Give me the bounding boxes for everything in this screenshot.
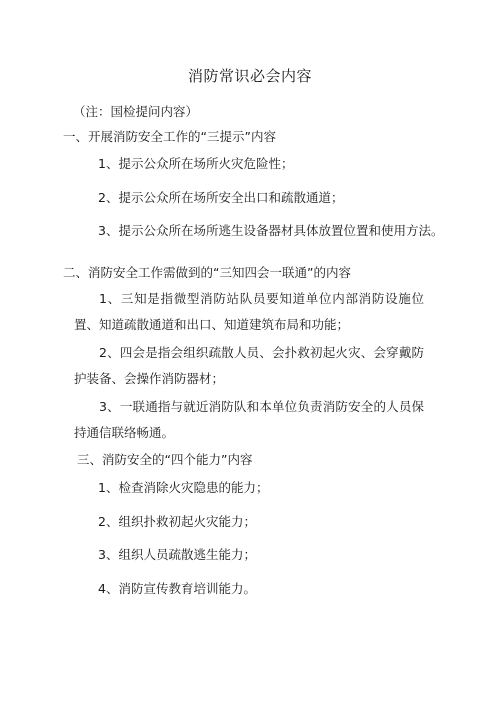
list-item [98,513,256,531]
item-text: 提示公众所在场所火灾危险性； [118,156,294,171]
item-number: 2、 [98,190,119,205]
section-heading-1: 一、开展消防安全工作的“三提示”内容 [63,129,276,144]
item-text: 提示公众所在场所安全出口和疏散通道； [118,190,344,205]
list-item [98,222,443,240]
item-text: 消防宣传教育培训能力。 [118,581,256,596]
item-number: 3、 [99,399,120,414]
paragraph-text: 四会是指会组织疏散人员、会扑救初起火灾、会穿戴防护装备、会操作消防器材； [74,345,424,386]
list-item [98,546,256,564]
paragraph-text: 一联通指与就近消防队和本单位负责消防安全的人员保持通信联络畅通。 [74,399,424,440]
section-heading-2: 二、消防安全工作需做到的“三知四会一联通”的内容 [63,265,351,280]
item-text: 组织扑救初起火灾能力； [118,514,256,529]
item-number: 3、 [98,547,119,562]
item-number: 1、 [98,156,119,171]
list-item [98,580,256,598]
paragraph [74,394,424,446]
list-item [98,479,268,497]
paragraph [74,286,424,338]
item-text: 组织人员疏散逃生能力； [118,547,256,562]
section-heading-3: 三、消防安全的“四个能力”内容 [77,452,253,467]
item-text: 提示公众所在场所逃生设备器材具体放置位置和使用方法。 [118,223,444,238]
item-text: 检查消除火灾隐患的能力； [118,480,269,495]
list-item [98,155,293,173]
list-item [98,189,343,207]
paragraph [74,340,424,392]
item-number: 2、 [99,345,120,360]
note-line: （注：国检提问内容） [73,104,199,119]
page-title: 消防常识必会内容 [187,67,312,85]
item-number: 2、 [98,514,119,529]
item-number: 1、 [99,291,121,306]
paragraph-text: 三知是指微型消防站队员要知道单位内部消防设施位置、知道疏散通道和出口、知道建筑布局和功能； [74,291,424,332]
item-number: 3、 [98,223,119,238]
item-number: 1、 [98,480,119,495]
item-number: 4、 [98,581,119,596]
